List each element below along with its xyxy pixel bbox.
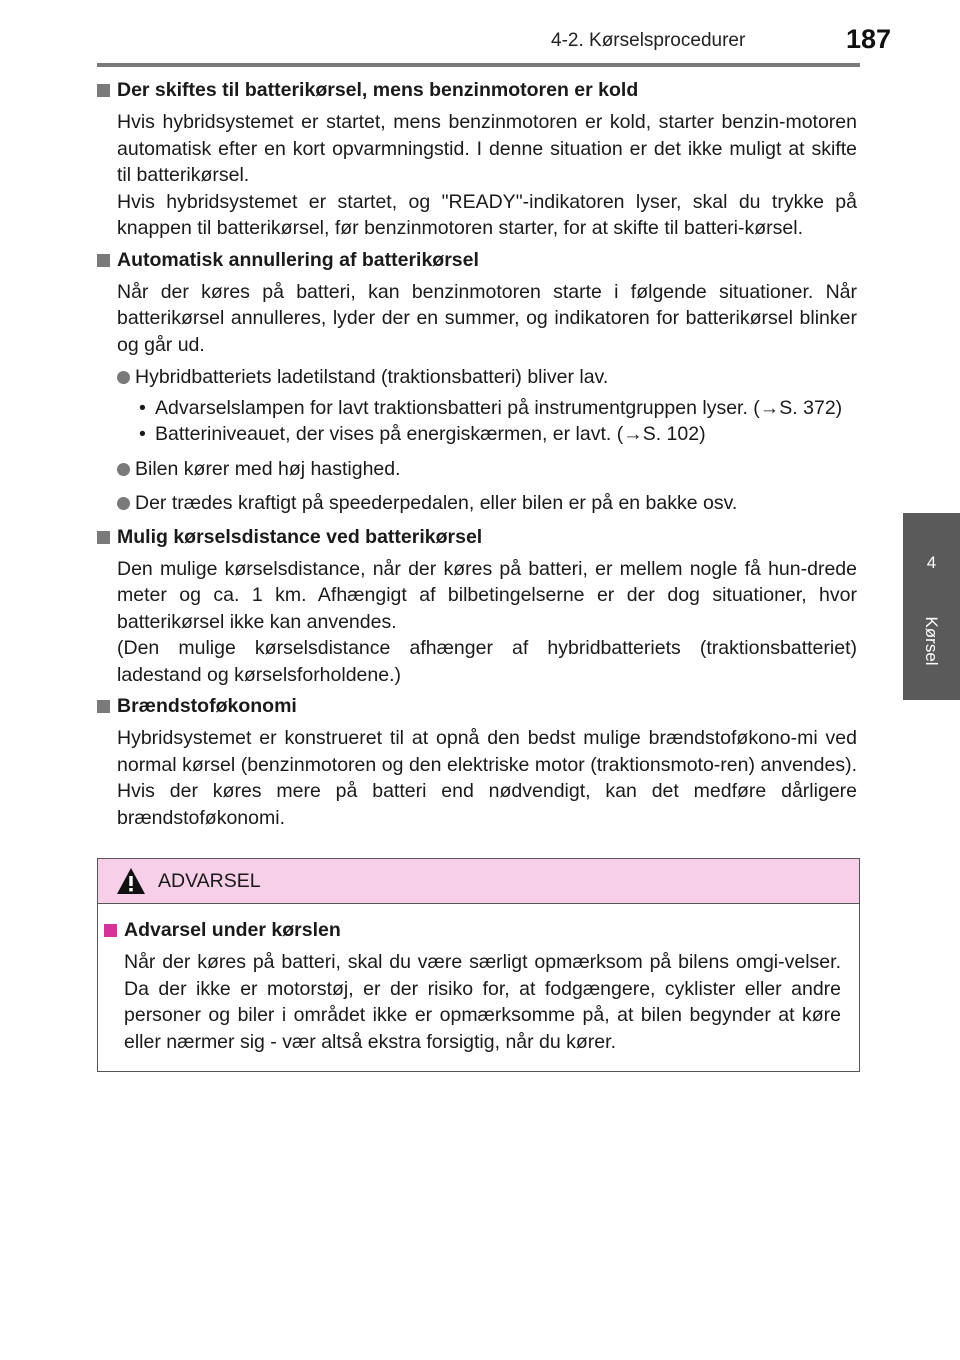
round-bullet-icon (117, 463, 130, 476)
paragraph: Den mulige kørselsdistance, når der køres på batteri, er mellem nogle få hun-drede meter og ca. 1 km. Afhængigt af bilbetingelserne er der dog situationer, hvor batterikørsel ikke kan anvendes. (117, 557, 857, 633)
section-heading: Brændstoføkonomi (97, 694, 857, 719)
warning-body (98, 904, 859, 1055)
section-body (117, 556, 857, 689)
square-bullet-icon (97, 531, 110, 544)
section-body (117, 109, 857, 242)
paragraph: Hvis hybridsystemet er startet, mens benzinmotoren er kold, starter benzin-motoren automatisk efter en kort opvarmningstid. I denne situation er det ikke muligt at skifte til batterikørsel. (117, 111, 857, 186)
paragraph: Hybridsystemet er konstrueret til at opnå den bedst mulige brændstoføkono-mi ved normal kørsel (benzinmotoren og den elektriske motor (traktionsmoto-ren) anvendes). Hvis der køres mere på batteri end nødvendigt, kan det medføre dårligere brændstoføkonomi. (117, 727, 857, 829)
square-bullet-icon (97, 700, 110, 713)
sub-list-item: • Advarselslampen for lavt traktionsbatteri på instrumentgruppen lyser. (→S. 372) (135, 395, 857, 422)
list-item: Der trædes kraftigt på speederpedalen, eller bilen er på en bakke osv. (117, 490, 857, 517)
list-item: Hybridbatteriets ladetilstand (traktionsbatteri) bliver lav. (117, 364, 857, 391)
square-bullet-icon (97, 254, 110, 267)
section-heading: Mulig kørselsdistance ved batterikørsel (97, 525, 857, 550)
section-fuel-economy (97, 694, 857, 831)
section-auto-cancel (97, 248, 857, 517)
round-bullet-icon (117, 371, 130, 384)
warning-triangle-icon (116, 867, 146, 900)
chapter-number: 4 (926, 553, 937, 572)
main-content (97, 78, 857, 837)
section-cold-engine (97, 78, 857, 242)
header-divider (97, 63, 860, 67)
sub-list-item: • Batteriniveauet, der vises på energiskærmen, er lavt. (→S. 102) (135, 421, 857, 448)
round-bullet-icon (117, 497, 130, 510)
page-number: 187 (846, 24, 892, 54)
paragraph: (Den mulige kørselsdistance afhænger af hybridbatteriets (traktionsbatteriet) ladestand og kørselsforholdene.) (117, 637, 857, 686)
warning-text: Når der køres på batteri, skal du være særligt opmærksom på bilens omgi-velser. Da der ikke er motorstøj, er der risiko for, at fodgængere, cyklister eller andre personer og biler i området ikke er opmærksomme på, at bilen begynder at køre eller nærmer sig - vær altså ekstra forsigtig, når du kører. (124, 951, 841, 1053)
paragraph: Hvis hybridsystemet er startet, og "READY"-indikatoren lyser, skal du trykke på knappen til batterikørsel, før benzinmotoren starter, for at skifte til batteri-kørsel. (117, 190, 857, 239)
section-heading: Automatisk annullering af batterikørsel (97, 248, 857, 273)
small-bullet-icon: • (139, 396, 146, 419)
section-body (117, 279, 857, 359)
paragraph: Når der køres på batteri, kan benzinmotoren starte i følgende situationer. Når batterikørsel annulleres, lyder der en summer, og indikatoren for batterikørsel blinker og går ud. (117, 280, 857, 356)
chapter-side-tab[interactable] (903, 513, 960, 700)
section-driving-distance (97, 525, 857, 689)
warning-title: ADVARSEL (158, 870, 261, 892)
warning-box (97, 858, 860, 1072)
warning-header (98, 859, 859, 904)
list-item: Bilen kører med høj hastighed. (117, 456, 857, 483)
chapter-label: Kørsel (922, 616, 941, 666)
header-section-title: 4-2. Kørselsprocedurer (551, 30, 746, 51)
section-body (117, 725, 857, 831)
square-bullet-icon (97, 84, 110, 97)
warning-heading: Advarsel under kørslen (104, 918, 841, 943)
small-bullet-icon: • (139, 423, 146, 445)
section-heading: Der skiftes til batterikørsel, mens benzinmotoren er kold (97, 78, 857, 103)
square-bullet-icon (104, 924, 117, 937)
